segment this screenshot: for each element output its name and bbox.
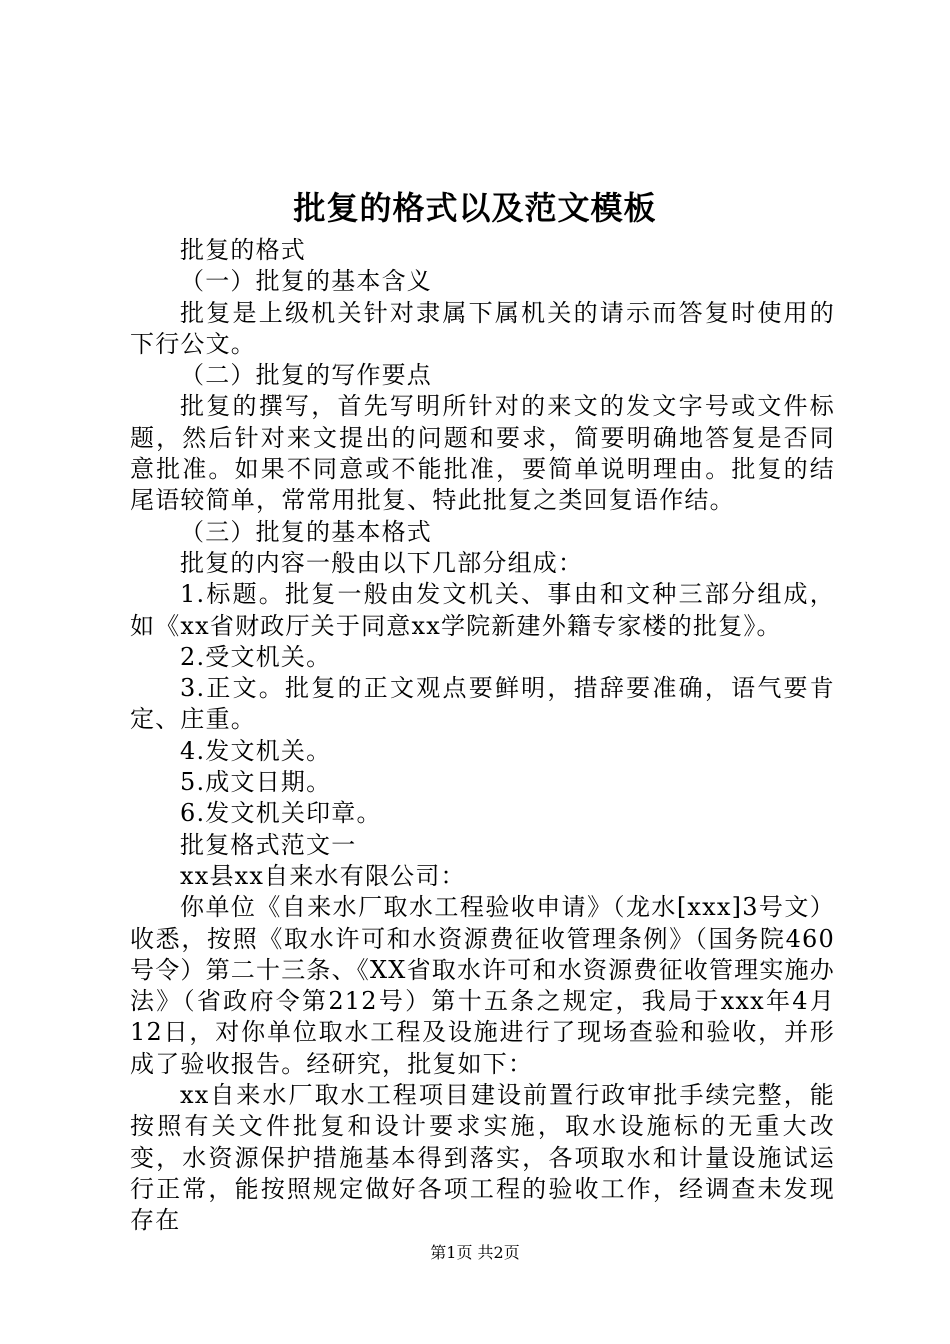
body-paragraph: xx自来水厂取水工程项目建设前置行政审批手续完整，能按照有关文件批复和设计要求实施，取水设施标的无重大改变，水资源保护措施基本得到落实，各项取水和计量设施试运行正常，能按照规定做好各项工程的验收工作，经调查未发现存在 [130,1081,835,1235]
body-paragraph: 批复的撰写，首先写明所针对的来文的发文字号或文件标题，然后针对来文提出的问题和要求，简要明确地答复是否同意批准。如果不同意或不能批准，要简单说明理由。批复的结尾语较简单，常常用批复、特此批复之类回复语作结。 [130,392,835,515]
page-footer: 第1页 共2页 [430,1243,520,1262]
document-title: 批复的格式以及范文模板 [293,189,657,227]
body-paragraph: 批复是上级机关针对隶属下属机关的请示而答复时使用的下行公文。 [130,298,835,358]
section-heading: （三）批复的基本格式 [180,517,432,546]
list-item: 1.标题。批复一般由发文机关、事由和文种三部分组成，如《xx省财政厅关于同意xx学院新建外籍专家楼的批复》。 [130,580,835,640]
list-item: 2.受文机关。 [180,642,332,671]
body-paragraph: 你单位《自来水厂取水工程验收申请》（龙水[xxx]3号文）收悉，按照《取水许可和水资源费征收管理条例》（国务院460号令）第二十三条、《XX省取水许可和水资源费征收管理实施办法》（省政府令第212号）第十五条之规定，我局于xxx年4月12日，对你单位取水工程及设施进行了现场查验和验收，并形成了验收报告。经研究，批复如下： [130,893,835,1078]
section-heading: （二）批复的写作要点 [180,361,432,390]
sample-heading: 批复格式范文一 [180,830,357,859]
list-item: 3.正文。批复的正文观点要鲜明，措辞要准确，语气要肯定、庄重。 [130,674,835,734]
list-item: 6.发文机关印章。 [180,799,382,828]
section-heading: （一）批复的基本含义 [180,267,432,296]
addressee-line: xx县xx自来水有限公司： [180,861,466,890]
list-item: 4.发文机关。 [180,736,332,765]
list-item: 5.成文日期。 [180,768,332,797]
body-paragraph: 批复的内容一般由以下几部分组成： [180,548,584,577]
document-body [130,235,835,1237]
body-paragraph: 批复的格式 [180,236,306,264]
